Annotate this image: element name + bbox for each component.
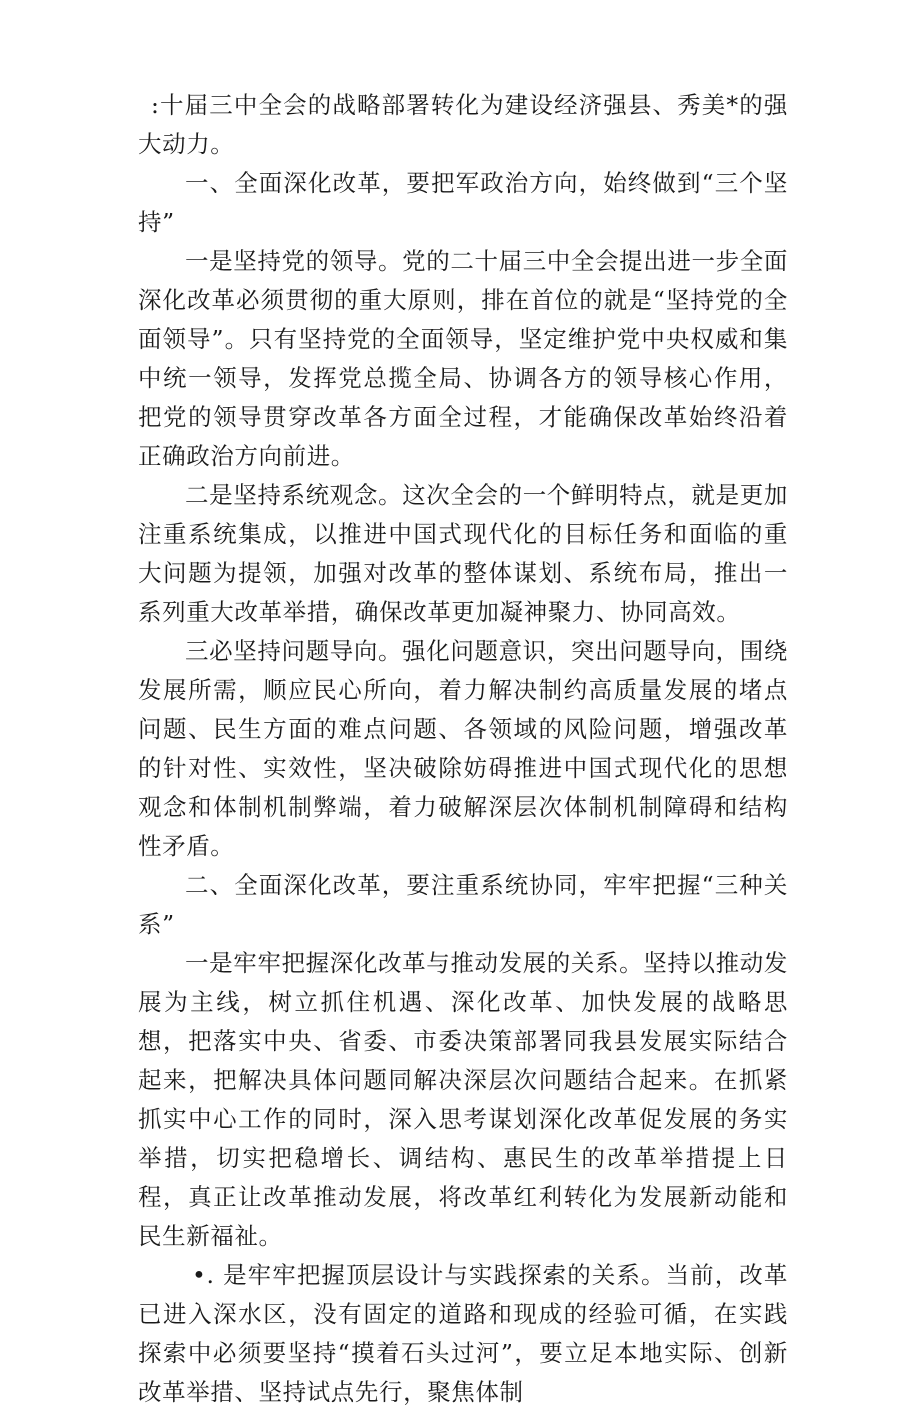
body-paragraph-problem-oriented: 三必坚持问题导向。强化问题意识，突出问题导向，围绕发展所需，顺应民心所向，着力解决制约高质量发展的堵点问题、民生方面的难点问题、各领域的风险问题，增强改革的针对性、实效性，坚决破除妨碍推进中国式现代化的思想观念和体制机制弊端，着力破解深层次体制机制障碍和结构性矛盾。 — [138, 637, 788, 860]
section-heading-2: 二、全面深化改革，要注重系统协同，牢牢把握“三种关系” — [138, 871, 788, 938]
body-paragraph-party-leadership: 一是坚持党的领导。党的二十届三中全会提出进一步全面深化改革必须贯彻的重大原则，排在首位的就是“坚持党的全面领导”。只有坚持党的全面领导，坚定维护党中央权威和集中统一领导，发挥党总揽全局、协调各方的领导核心作用，把党的领导贯穿改革各方面全过程，才能确保改革始终沿着正确政治方向前进。 — [138, 247, 788, 470]
document-body — [138, 86, 788, 1412]
section-heading-1: 一、全面深化改革，要把军政治方向，始终做到“三个坚持” — [138, 169, 788, 236]
body-paragraph-top-level-design: •. 是牢牢把握顶层设计与实践探索的关系。当前，改革已进入深水区，没有固定的道路和现成的经验可循，在实践探索中必须要坚持“摸着石头过河”，要立足本地实际、创新改革举措、坚持试点先行，聚焦体制 — [138, 1261, 788, 1406]
intro-paragraph: :十届三中全会的战略部署转化为建设经济强县、秀美*的强大动力。 — [138, 91, 788, 158]
body-paragraph-reform-and-development: 一是牢牢把握深化改革与推动发展的关系。坚持以推动发展为主线，树立抓住机遇、深化改革、加快发展的战略思想，把落实中央、省委、市委决策部署同我县发展实际结合起来，把解决具体问题同解决深层次问题结合起来。在抓紧抓实中心工作的同时，深入思考谋划深化改革促发展的务实举措，切实把稳增长、调结构、惠民生的改革举措提上日程，真正让改革推动发展，将改革红利转化为发展新动能和民生新福祉。 — [138, 949, 788, 1250]
body-paragraph-systems-view: 二是坚持系统观念。这次全会的一个鲜明特点，就是更加注重系统集成，以推进中国式现代化的目标任务和面临的重大问题为提领，加强对改革的整体谋划、系统布局，推出一系列重大改革举措，确保改革更加凝神聚力、协同高效。 — [138, 481, 788, 626]
